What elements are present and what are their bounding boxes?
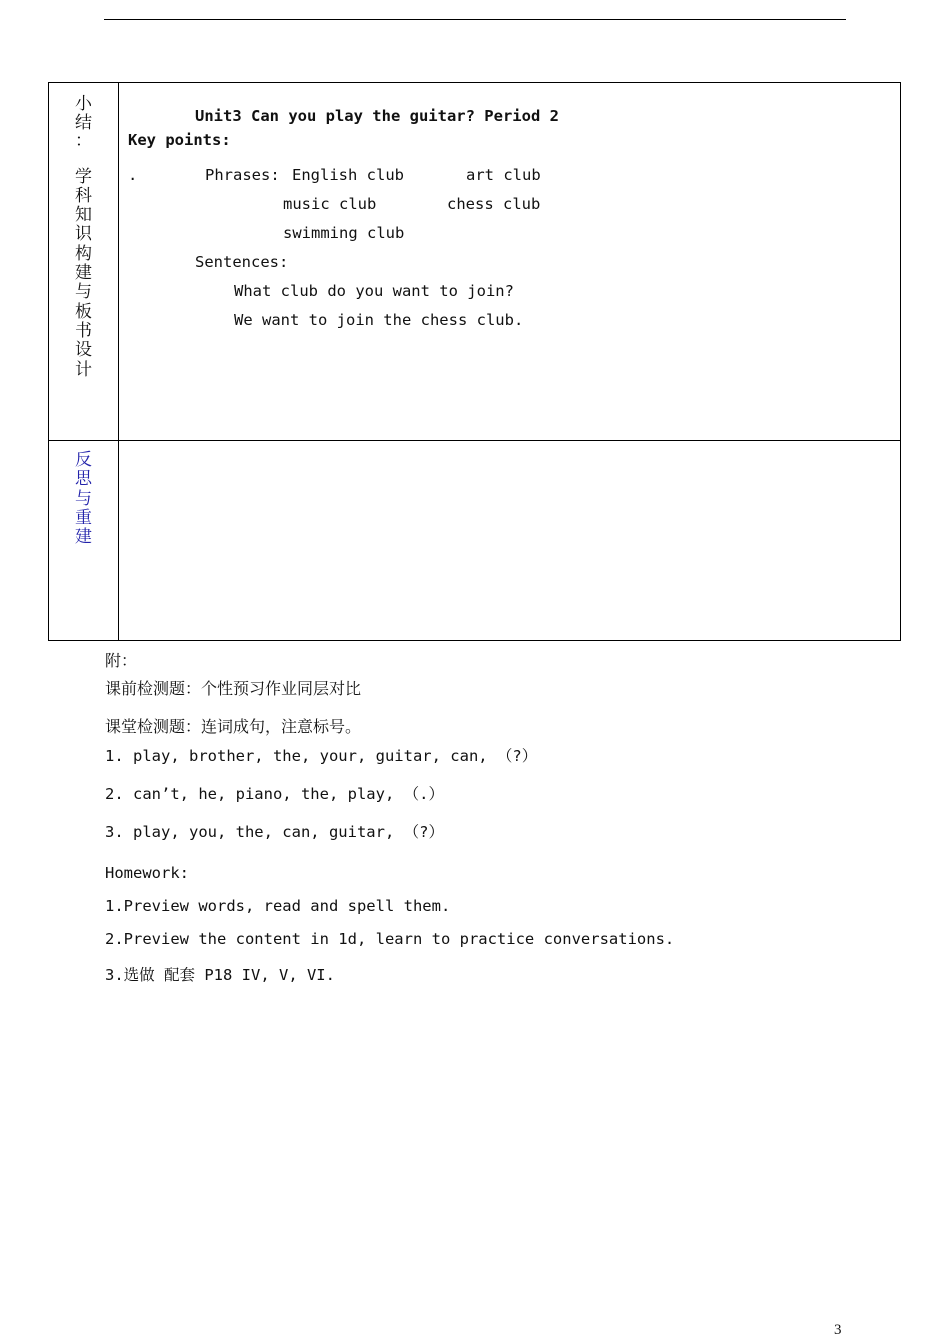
homework-item: 1.Preview words, read and spell them. [105,897,451,915]
label-char: 板 [75,301,92,322]
sentences-label: Sentences: [195,253,289,271]
phrase-item: English club [292,166,404,184]
reflection-label [49,451,118,547]
label-char: 科 [75,185,92,206]
homework-item: 2.Preview the content in 1d, learn to practice conversations. [105,930,675,948]
lesson-table [48,82,901,641]
bullet: . [128,166,138,184]
row-divider [49,440,900,441]
label-char: 反 [75,450,92,470]
lesson-title: Unit3 Can you play the guitar? Period 2 [195,107,559,125]
label-char: 构 [75,243,92,264]
label-char: ： [75,130,92,151]
phrases-label: Phrases: [205,166,280,184]
in-class-test: 课堂检测题：连词成句，注意标号。 [105,717,362,736]
label-char: 计 [75,359,92,380]
homework-label: Homework: [105,864,189,882]
header-rule [104,19,846,20]
page-number: 3 [834,1322,842,1338]
homework-item: 3.选做 配套 P18 IV, V, VI. [105,966,335,984]
phrase-item: art club [466,166,541,184]
summary-label [49,95,118,380]
label-char: 识 [75,224,92,245]
column-divider [118,83,119,640]
label-char: 小 [75,94,92,114]
key-points-heading: Key points: [128,131,231,149]
label-char: 思 [75,469,92,490]
pre-class-test: 课前检测题：个性预习作业同层对比 [105,679,362,698]
label-char: 建 [75,527,92,548]
label-char: 建 [75,263,92,284]
label-char: 结 [75,113,92,134]
label-char: 学 [75,166,92,187]
question-item: 1. play, brother, the, your, guitar, can, （?） [105,747,538,765]
question-item: 2. can’t, he, piano, the, play, （.） [105,785,444,803]
label-char: 重 [75,507,92,528]
phrase-item: music club [283,195,377,213]
sentence-item: What club do you want to join? [234,282,514,300]
label-char: 与 [75,488,92,509]
label-char: 与 [75,282,92,303]
sentence-item: We want to join the chess club. [234,311,524,329]
label-char: 书 [75,320,92,341]
label-char: 设 [75,340,92,361]
phrase-item: swimming club [283,224,405,242]
appendix-label: 附： [105,651,138,670]
label-char: 知 [75,205,92,226]
question-item: 3. play, you, the, can, guitar, （?） [105,823,444,841]
phrase-item: chess club [447,195,541,213]
